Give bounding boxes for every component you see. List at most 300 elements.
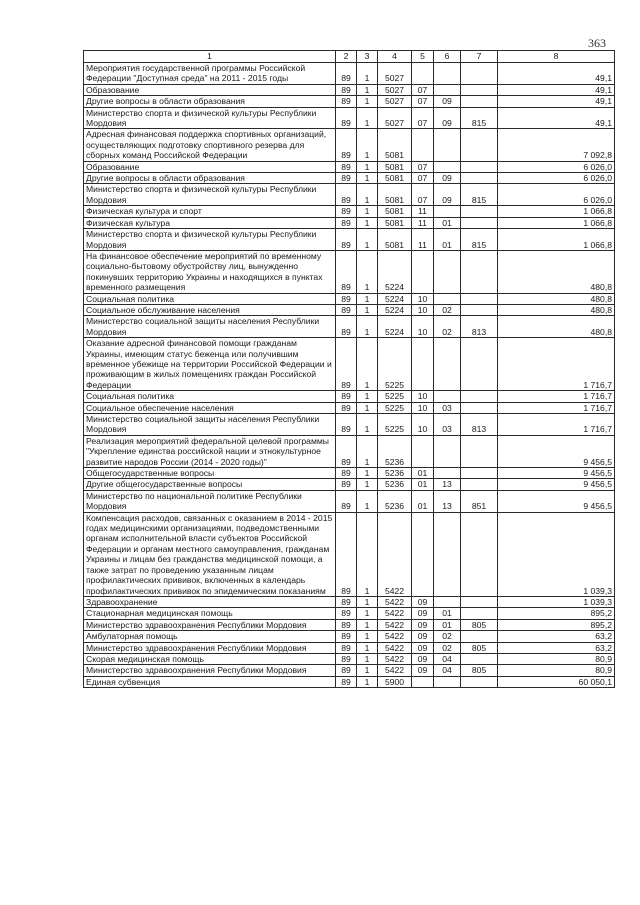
ministry-code-cell — [461, 608, 498, 619]
subdivision-code-cell: 01 — [434, 217, 461, 228]
row-name-cell: Социальное обслуживание населения — [84, 304, 336, 315]
column-header: 5 — [412, 51, 434, 63]
ministry-code-cell — [461, 84, 498, 95]
subdivision-code-cell: 09 — [434, 96, 461, 107]
target-code-cell: 5422 — [378, 608, 412, 619]
target-code-cell: 5422 — [378, 512, 412, 596]
target-code-cell: 5224 — [378, 293, 412, 304]
row-name-cell: Физическая культура и спорт — [84, 206, 336, 217]
subdivision-code-cell: 02 — [434, 631, 461, 642]
division-code-cell: 10 — [412, 304, 434, 315]
subsection-code-cell: 1 — [357, 402, 378, 413]
ministry-code-cell — [461, 161, 498, 172]
subdivision-code-cell: 04 — [434, 653, 461, 664]
ministry-code-cell — [461, 217, 498, 228]
row-name-cell: Министерство спорта и физической культуры Республики Мордовия — [84, 184, 336, 206]
subsection-code-cell: 1 — [357, 84, 378, 95]
subdivision-code-cell: 02 — [434, 304, 461, 315]
subsection-code-cell: 1 — [357, 63, 378, 85]
subdivision-code-cell: 01 — [434, 229, 461, 251]
target-code-cell: 5081 — [378, 206, 412, 217]
section-code-cell: 89 — [336, 293, 357, 304]
division-code-cell: 09 — [412, 596, 434, 607]
ministry-code-cell — [461, 338, 498, 391]
ministry-code-cell — [461, 479, 498, 490]
amount-cell: 49,1 — [498, 107, 615, 129]
section-code-cell: 89 — [336, 653, 357, 664]
division-code-cell: 09 — [412, 619, 434, 630]
subsection-code-cell: 1 — [357, 229, 378, 251]
subsection-code-cell: 1 — [357, 206, 378, 217]
column-header: 7 — [461, 51, 498, 63]
subdivision-code-cell — [434, 206, 461, 217]
section-code-cell: 89 — [336, 304, 357, 315]
budget-table — [83, 50, 615, 688]
subdivision-code-cell — [434, 435, 461, 467]
section-code-cell: 89 — [336, 173, 357, 184]
subdivision-code-cell — [434, 468, 461, 479]
section-code-cell: 89 — [336, 676, 357, 687]
row-name-cell: Реализация мероприятий федеральной целевой программы "Укрепление единства российской нации и этнокультурное развитие народов России (2014 - 2020 годы)" — [84, 435, 336, 467]
table-row — [84, 206, 615, 217]
subdivision-code-cell — [434, 596, 461, 607]
subsection-code-cell: 1 — [357, 184, 378, 206]
target-code-cell: 5081 — [378, 229, 412, 251]
row-name-cell: Образование — [84, 84, 336, 95]
subdivision-code-cell — [434, 84, 461, 95]
subdivision-code-cell: 01 — [434, 619, 461, 630]
amount-cell: 1 716,7 — [498, 402, 615, 413]
subdivision-code-cell — [434, 63, 461, 85]
table-row — [84, 391, 615, 402]
amount-cell: 1 039,3 — [498, 512, 615, 596]
section-code-cell: 89 — [336, 665, 357, 676]
ministry-code-cell — [461, 596, 498, 607]
target-code-cell: 5422 — [378, 653, 412, 664]
section-code-cell: 89 — [336, 206, 357, 217]
division-code-cell: 09 — [412, 608, 434, 619]
ministry-code-cell — [461, 173, 498, 184]
subsection-code-cell: 1 — [357, 596, 378, 607]
subdivision-code-cell: 09 — [434, 184, 461, 206]
amount-cell: 1 066,8 — [498, 217, 615, 228]
amount-cell: 80,9 — [498, 665, 615, 676]
row-name-cell: Амбулаторная помощь — [84, 631, 336, 642]
target-code-cell: 5224 — [378, 250, 412, 293]
subsection-code-cell: 1 — [357, 107, 378, 129]
row-name-cell: Другие вопросы в области образования — [84, 173, 336, 184]
subsection-code-cell: 1 — [357, 608, 378, 619]
target-code-cell: 5422 — [378, 631, 412, 642]
column-header: 8 — [498, 51, 615, 63]
section-code-cell: 89 — [336, 479, 357, 490]
ministry-code-cell — [461, 250, 498, 293]
table-row — [84, 642, 615, 653]
target-code-cell: 5081 — [378, 184, 412, 206]
subdivision-code-cell — [434, 676, 461, 687]
amount-cell: 49,1 — [498, 84, 615, 95]
column-header: 6 — [434, 51, 461, 63]
subdivision-code-cell: 09 — [434, 173, 461, 184]
subsection-code-cell: 1 — [357, 653, 378, 664]
table-row — [84, 217, 615, 228]
row-name-cell: Единая субвенция — [84, 676, 336, 687]
division-code-cell: 01 — [412, 490, 434, 512]
ministry-code-cell — [461, 468, 498, 479]
ministry-code-cell — [461, 293, 498, 304]
division-code-cell — [412, 250, 434, 293]
amount-cell: 63,2 — [498, 642, 615, 653]
ministry-code-cell: 815 — [461, 229, 498, 251]
row-name-cell: Министерство по национальной политике Республики Мордовия — [84, 490, 336, 512]
subsection-code-cell: 1 — [357, 435, 378, 467]
division-code-cell: 10 — [412, 391, 434, 402]
table-row — [84, 490, 615, 512]
amount-cell: 9 456,5 — [498, 435, 615, 467]
row-name-cell: Министерство спорта и физической культуры Республики Мордовия — [84, 107, 336, 129]
table-row — [84, 631, 615, 642]
target-code-cell: 5900 — [378, 676, 412, 687]
section-code-cell: 89 — [336, 512, 357, 596]
table-row — [84, 402, 615, 413]
column-header: 4 — [378, 51, 412, 63]
amount-cell: 1 716,7 — [498, 338, 615, 391]
target-code-cell: 5225 — [378, 414, 412, 436]
table-row — [84, 479, 615, 490]
ministry-code-cell — [461, 676, 498, 687]
amount-cell: 60 050,1 — [498, 676, 615, 687]
row-name-cell: Оказание адресной финансовой помощи гражданам Украины, имеющим статус беженца или получившим временное убежище на территории Российской Федерации и проживающим в жилых помещениях граждан Российской Федерации — [84, 338, 336, 391]
amount-cell: 895,2 — [498, 619, 615, 630]
section-code-cell: 89 — [336, 96, 357, 107]
amount-cell: 1 716,7 — [498, 391, 615, 402]
subdivision-code-cell: 03 — [434, 414, 461, 436]
section-code-cell: 89 — [336, 217, 357, 228]
table-header-row — [84, 51, 615, 63]
row-name-cell: Министерство социальной защиты населения Республики Мордовия — [84, 316, 336, 338]
division-code-cell: 11 — [412, 206, 434, 217]
table-row — [84, 173, 615, 184]
ministry-code-cell — [461, 391, 498, 402]
ministry-code-cell: 813 — [461, 316, 498, 338]
column-header: 3 — [357, 51, 378, 63]
row-name-cell: Другие общегосударственные вопросы — [84, 479, 336, 490]
target-code-cell: 5081 — [378, 173, 412, 184]
table-row — [84, 414, 615, 436]
target-code-cell: 5225 — [378, 402, 412, 413]
table-row — [84, 129, 615, 161]
target-code-cell: 5225 — [378, 338, 412, 391]
division-code-cell — [412, 435, 434, 467]
row-name-cell: Скорая медицинская помощь — [84, 653, 336, 664]
division-code-cell: 07 — [412, 184, 434, 206]
section-code-cell: 89 — [336, 338, 357, 391]
division-code-cell: 09 — [412, 665, 434, 676]
target-code-cell: 5081 — [378, 217, 412, 228]
subdivision-code-cell: 01 — [434, 608, 461, 619]
target-code-cell: 5422 — [378, 665, 412, 676]
target-code-cell: 5422 — [378, 619, 412, 630]
ministry-code-cell: 805 — [461, 642, 498, 653]
section-code-cell: 89 — [336, 161, 357, 172]
subdivision-code-cell: 13 — [434, 490, 461, 512]
subsection-code-cell: 1 — [357, 338, 378, 391]
division-code-cell — [412, 63, 434, 85]
section-code-cell: 89 — [336, 250, 357, 293]
table-row — [84, 293, 615, 304]
subsection-code-cell: 1 — [357, 414, 378, 436]
row-name-cell: Стационарная медицинская помощь — [84, 608, 336, 619]
ministry-code-cell — [461, 206, 498, 217]
section-code-cell: 89 — [336, 596, 357, 607]
subdivision-code-cell: 09 — [434, 107, 461, 129]
section-code-cell: 89 — [336, 229, 357, 251]
section-code-cell: 89 — [336, 642, 357, 653]
division-code-cell: 09 — [412, 653, 434, 664]
row-name-cell: На финансовое обеспечение мероприятий по временному социально-бытовому обустройству лиц, вынужденно покинувших территорию Украины и находящихся в пунктах временного размещения — [84, 250, 336, 293]
amount-cell: 1 039,3 — [498, 596, 615, 607]
table-row — [84, 435, 615, 467]
row-name-cell: Министерство здравоохранения Республики Мордовия — [84, 619, 336, 630]
ministry-code-cell — [461, 512, 498, 596]
target-code-cell: 5236 — [378, 479, 412, 490]
target-code-cell: 5081 — [378, 129, 412, 161]
section-code-cell: 89 — [336, 184, 357, 206]
subdivision-code-cell — [434, 512, 461, 596]
row-name-cell: Общегосударственные вопросы — [84, 468, 336, 479]
table-row — [84, 512, 615, 596]
amount-cell: 895,2 — [498, 608, 615, 619]
subdivision-code-cell — [434, 129, 461, 161]
subdivision-code-cell — [434, 250, 461, 293]
division-code-cell: 10 — [412, 316, 434, 338]
table-row — [84, 608, 615, 619]
division-code-cell: 07 — [412, 84, 434, 95]
row-name-cell: Министерство спорта и физической культуры Республики Мордовия — [84, 229, 336, 251]
division-code-cell — [412, 129, 434, 161]
row-name-cell: Социальная политика — [84, 293, 336, 304]
table-row — [84, 107, 615, 129]
target-code-cell: 5236 — [378, 490, 412, 512]
table-row — [84, 596, 615, 607]
row-name-cell: Мероприятия государственной программы Российской Федерации "Доступная среда" на 2011 - 2015 годы — [84, 63, 336, 85]
ministry-code-cell: 805 — [461, 665, 498, 676]
ministry-code-cell — [461, 402, 498, 413]
subdivision-code-cell — [434, 338, 461, 391]
amount-cell: 9 456,5 — [498, 468, 615, 479]
subsection-code-cell: 1 — [357, 512, 378, 596]
amount-cell: 480,8 — [498, 304, 615, 315]
section-code-cell: 89 — [336, 468, 357, 479]
subsection-code-cell: 1 — [357, 250, 378, 293]
row-name-cell: Министерство социальной защиты населения Республики Мордовия — [84, 414, 336, 436]
section-code-cell: 89 — [336, 435, 357, 467]
ministry-code-cell: 805 — [461, 619, 498, 630]
table-body — [84, 63, 615, 688]
target-code-cell: 5225 — [378, 391, 412, 402]
section-code-cell: 89 — [336, 402, 357, 413]
table-row — [84, 304, 615, 315]
subdivision-code-cell: 02 — [434, 642, 461, 653]
amount-cell: 1 066,8 — [498, 229, 615, 251]
division-code-cell: 07 — [412, 107, 434, 129]
division-code-cell: 07 — [412, 173, 434, 184]
subsection-code-cell: 1 — [357, 304, 378, 315]
ministry-code-cell: 851 — [461, 490, 498, 512]
division-code-cell: 10 — [412, 293, 434, 304]
section-code-cell: 89 — [336, 608, 357, 619]
ministry-code-cell: 815 — [461, 184, 498, 206]
division-code-cell: 10 — [412, 402, 434, 413]
division-code-cell — [412, 676, 434, 687]
table-row — [84, 619, 615, 630]
division-code-cell — [412, 338, 434, 391]
target-code-cell: 5236 — [378, 468, 412, 479]
subsection-code-cell: 1 — [357, 161, 378, 172]
row-name-cell: Компенсация расходов, связанных с оказанием в 2014 - 2015 годах медицинскими организациями, подведомственными органам исполнительной власти субъектов Российской Федерации и органам местного самоуправления, гражданам Украины и лицам без гражданства медицинской помощи, а также затрат по проведению указанным лицам профилактических прививок, включенных в календарь профилактических прививок по эпидемическим показаниям — [84, 512, 336, 596]
table-row — [84, 338, 615, 391]
subsection-code-cell: 1 — [357, 642, 378, 653]
amount-cell: 6 026,0 — [498, 184, 615, 206]
division-code-cell — [412, 512, 434, 596]
subdivision-code-cell: 03 — [434, 402, 461, 413]
amount-cell: 9 456,5 — [498, 490, 615, 512]
division-code-cell: 09 — [412, 642, 434, 653]
table-row — [84, 316, 615, 338]
target-code-cell: 5236 — [378, 435, 412, 467]
target-code-cell: 5224 — [378, 304, 412, 315]
target-code-cell: 5081 — [378, 161, 412, 172]
subsection-code-cell: 1 — [357, 490, 378, 512]
ministry-code-cell — [461, 631, 498, 642]
ministry-code-cell: 815 — [461, 107, 498, 129]
row-name-cell: Другие вопросы в области образования — [84, 96, 336, 107]
amount-cell: 480,8 — [498, 293, 615, 304]
ministry-code-cell — [461, 653, 498, 664]
target-code-cell: 5422 — [378, 642, 412, 653]
section-code-cell: 89 — [336, 631, 357, 642]
subsection-code-cell: 1 — [357, 468, 378, 479]
subsection-code-cell: 1 — [357, 173, 378, 184]
ministry-code-cell — [461, 63, 498, 85]
target-code-cell: 5224 — [378, 316, 412, 338]
table-row — [84, 676, 615, 687]
target-code-cell: 5027 — [378, 96, 412, 107]
subdivision-code-cell: 04 — [434, 665, 461, 676]
section-code-cell: 89 — [336, 316, 357, 338]
subsection-code-cell: 1 — [357, 631, 378, 642]
subsection-code-cell: 1 — [357, 217, 378, 228]
subsection-code-cell: 1 — [357, 316, 378, 338]
section-code-cell: 89 — [336, 619, 357, 630]
division-code-cell: 09 — [412, 631, 434, 642]
division-code-cell: 01 — [412, 468, 434, 479]
subdivision-code-cell: 13 — [434, 479, 461, 490]
subsection-code-cell: 1 — [357, 129, 378, 161]
ministry-code-cell — [461, 435, 498, 467]
table-row — [84, 665, 615, 676]
table-row — [84, 229, 615, 251]
target-code-cell: 5027 — [378, 84, 412, 95]
section-code-cell: 89 — [336, 391, 357, 402]
table-row — [84, 84, 615, 95]
section-code-cell: 89 — [336, 84, 357, 95]
subsection-code-cell: 1 — [357, 391, 378, 402]
row-name-cell: Здравоохранение — [84, 596, 336, 607]
subdivision-code-cell — [434, 293, 461, 304]
amount-cell: 49,1 — [498, 96, 615, 107]
subdivision-code-cell: 02 — [434, 316, 461, 338]
row-name-cell: Образование — [84, 161, 336, 172]
ministry-code-cell: 813 — [461, 414, 498, 436]
amount-cell: 1 716,7 — [498, 414, 615, 436]
amount-cell: 7 092,8 — [498, 129, 615, 161]
page-number: 363 — [588, 36, 606, 50]
subsection-code-cell: 1 — [357, 293, 378, 304]
amount-cell: 49,1 — [498, 63, 615, 85]
subdivision-code-cell — [434, 391, 461, 402]
table-row — [84, 161, 615, 172]
division-code-cell: 07 — [412, 96, 434, 107]
division-code-cell: 01 — [412, 479, 434, 490]
table-row — [84, 184, 615, 206]
subsection-code-cell: 1 — [357, 665, 378, 676]
division-code-cell: 10 — [412, 414, 434, 436]
target-code-cell: 5422 — [378, 596, 412, 607]
amount-cell: 480,8 — [498, 316, 615, 338]
row-name-cell: Социальная политика — [84, 391, 336, 402]
column-header: 2 — [336, 51, 357, 63]
row-name-cell: Физическая культура — [84, 217, 336, 228]
amount-cell: 1 066,8 — [498, 206, 615, 217]
column-header: 1 — [84, 51, 336, 63]
amount-cell: 480,8 — [498, 250, 615, 293]
row-name-cell: Министерство здравоохранения Республики Мордовия — [84, 642, 336, 653]
amount-cell: 6 026,0 — [498, 173, 615, 184]
section-code-cell: 89 — [336, 414, 357, 436]
section-code-cell: 89 — [336, 129, 357, 161]
subsection-code-cell: 1 — [357, 676, 378, 687]
amount-cell: 6 026,0 — [498, 161, 615, 172]
row-name-cell: Адресная финансовая поддержка спортивных организаций, осуществляющих подготовку спортивного резерва для сборных команд Российской Федерации — [84, 129, 336, 161]
ministry-code-cell — [461, 96, 498, 107]
table-row — [84, 96, 615, 107]
division-code-cell: 07 — [412, 161, 434, 172]
subsection-code-cell: 1 — [357, 479, 378, 490]
subsection-code-cell: 1 — [357, 96, 378, 107]
table-row — [84, 250, 615, 293]
section-code-cell: 89 — [336, 63, 357, 85]
table-row — [84, 653, 615, 664]
subsection-code-cell: 1 — [357, 619, 378, 630]
ministry-code-cell — [461, 129, 498, 161]
table-row — [84, 63, 615, 85]
ministry-code-cell — [461, 304, 498, 315]
table-row — [84, 468, 615, 479]
subdivision-code-cell — [434, 161, 461, 172]
target-code-cell: 5027 — [378, 63, 412, 85]
division-code-cell: 11 — [412, 229, 434, 251]
amount-cell: 9 456,5 — [498, 479, 615, 490]
section-code-cell: 89 — [336, 107, 357, 129]
target-code-cell: 5027 — [378, 107, 412, 129]
division-code-cell: 11 — [412, 217, 434, 228]
amount-cell: 63,2 — [498, 631, 615, 642]
row-name-cell: Социальное обеспечение населения — [84, 402, 336, 413]
row-name-cell: Министерство здравоохранения Республики Мордовия — [84, 665, 336, 676]
amount-cell: 80,9 — [498, 653, 615, 664]
section-code-cell: 89 — [336, 490, 357, 512]
